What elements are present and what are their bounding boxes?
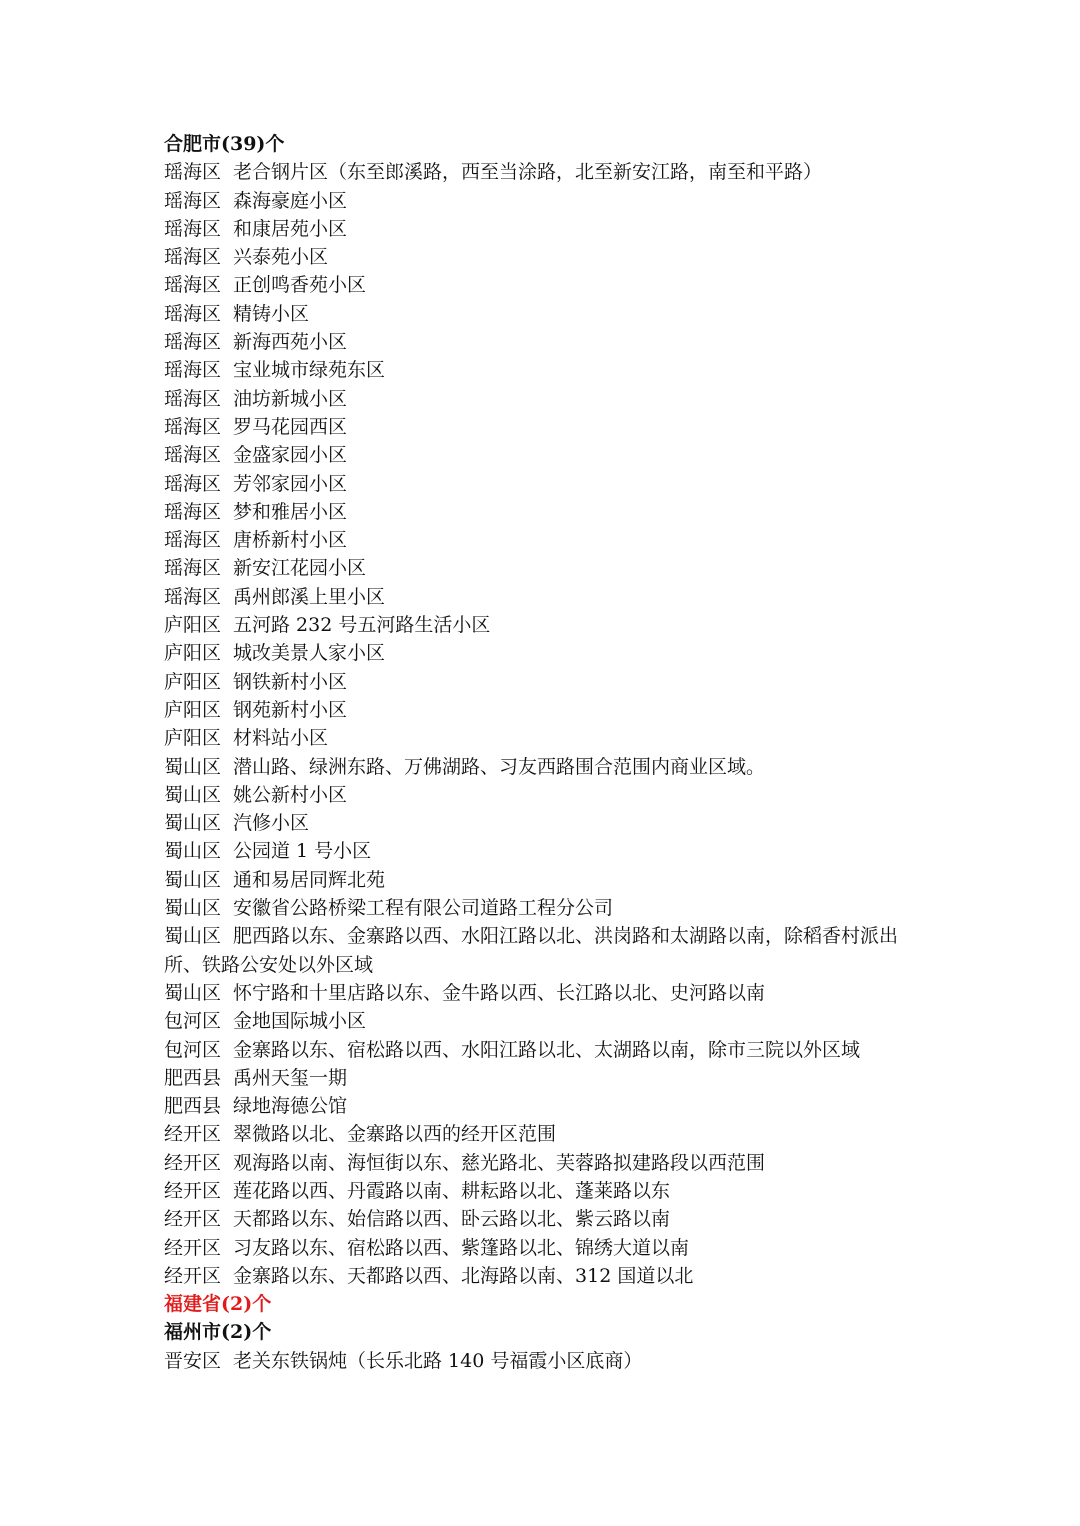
list-item bbox=[164, 243, 924, 271]
list-item bbox=[164, 271, 924, 299]
list-item bbox=[164, 328, 924, 356]
district-label: 蜀山区 bbox=[164, 981, 222, 1004]
district-label: 庐阳区 bbox=[164, 670, 222, 693]
district-label: 瑶海区 bbox=[164, 415, 222, 438]
district-label: 蜀山区 bbox=[164, 812, 222, 835]
area-text: 五河路 232 号五河路生活小区 bbox=[233, 614, 491, 637]
district-label: 瑶海区 bbox=[164, 529, 222, 552]
area-text: 城改美景人家小区 bbox=[233, 642, 386, 665]
area-text: 潜山路、绿洲东路、万佛湖路、习友西路围合范围内商业区域。 bbox=[233, 755, 766, 778]
district-label: 肥西县 bbox=[164, 1066, 222, 1089]
city-heading-hefei: 合肥市(39)个 bbox=[164, 133, 285, 155]
area-text: 金寨路以东、天都路以西、北海路以南、312 国道以北 bbox=[233, 1264, 694, 1287]
area-text: 材料站小区 bbox=[233, 727, 329, 750]
area-text: 新安江花园小区 bbox=[233, 557, 367, 580]
area-text: 金地国际城小区 bbox=[233, 1010, 367, 1033]
area-text: 肥西路以东、金寨路以西、水阳江路以北、洪岗路和太湖路以南，除稻香村派出所、铁路公安处以外区域 bbox=[164, 925, 899, 976]
area-text: 老关东铁锅炖（长乐北路 140 号福霞小区底商） bbox=[233, 1349, 643, 1372]
area-text: 唐桥新村小区 bbox=[233, 529, 348, 552]
list-item bbox=[164, 1234, 924, 1262]
list-item bbox=[164, 781, 924, 809]
district-label: 瑶海区 bbox=[164, 557, 222, 580]
district-label: 肥西县 bbox=[164, 1095, 222, 1118]
area-text: 芳邻家园小区 bbox=[233, 472, 348, 495]
list-item bbox=[164, 1064, 924, 1092]
district-label: 蜀山区 bbox=[164, 925, 222, 948]
list-item bbox=[164, 158, 924, 186]
list-item bbox=[164, 583, 924, 611]
district-label: 瑶海区 bbox=[164, 444, 222, 467]
district-label: 瑶海区 bbox=[164, 246, 222, 269]
district-label: 经开区 bbox=[164, 1208, 222, 1231]
fuzhou-list bbox=[164, 1347, 924, 1375]
list-item bbox=[164, 356, 924, 384]
district-label: 瑶海区 bbox=[164, 161, 222, 184]
district-label: 经开区 bbox=[164, 1236, 222, 1259]
district-label: 蜀山区 bbox=[164, 840, 222, 863]
district-label: 瑶海区 bbox=[164, 585, 222, 608]
list-item bbox=[164, 611, 924, 639]
list-item bbox=[164, 441, 924, 469]
area-text: 莲花路以西、丹霞路以南、耕耘路以北、蓬莱路以东 bbox=[233, 1179, 671, 1202]
province-heading-fujian: 福建省(2)个 bbox=[164, 1293, 272, 1316]
area-text: 怀宁路和十里店路以东、金牛路以西、长江路以北、史河路以南 bbox=[233, 981, 766, 1004]
document-page bbox=[164, 130, 924, 1375]
area-text: 公园道 1 号小区 bbox=[233, 840, 372, 863]
area-text: 绿地海德公馆 bbox=[233, 1095, 348, 1118]
list-item bbox=[164, 554, 924, 582]
list-item bbox=[164, 300, 924, 328]
list-item bbox=[164, 187, 924, 215]
district-label: 瑶海区 bbox=[164, 331, 222, 354]
list-item bbox=[164, 526, 924, 554]
district-label: 瑶海区 bbox=[164, 302, 222, 325]
area-text: 正创鸣香苑小区 bbox=[233, 274, 367, 297]
district-label: 庐阳区 bbox=[164, 727, 222, 750]
list-item bbox=[164, 215, 924, 243]
list-item bbox=[164, 866, 924, 894]
list-item bbox=[164, 668, 924, 696]
list-item bbox=[164, 498, 924, 526]
list-item bbox=[164, 1205, 924, 1233]
list-item bbox=[164, 413, 924, 441]
district-label: 瑶海区 bbox=[164, 472, 222, 495]
area-text: 汽修小区 bbox=[233, 812, 310, 835]
district-label: 经开区 bbox=[164, 1123, 222, 1146]
district-label: 瑶海区 bbox=[164, 217, 222, 240]
district-label: 经开区 bbox=[164, 1151, 222, 1174]
list-item bbox=[164, 1007, 924, 1035]
district-label: 晋安区 bbox=[164, 1349, 222, 1372]
area-text: 精铸小区 bbox=[233, 302, 310, 325]
district-label: 蜀山区 bbox=[164, 783, 222, 806]
area-text: 金盛家园小区 bbox=[233, 444, 348, 467]
list-item bbox=[164, 979, 924, 1007]
area-text: 安徽省公路桥梁工程有限公司道路工程分公司 bbox=[233, 897, 614, 920]
area-text: 天都路以东、始信路以西、卧云路以北、紫云路以南 bbox=[233, 1208, 671, 1231]
district-label: 蜀山区 bbox=[164, 897, 222, 920]
district-label: 包河区 bbox=[164, 1038, 222, 1061]
area-text: 森海豪庭小区 bbox=[233, 189, 348, 212]
district-label: 瑶海区 bbox=[164, 387, 222, 410]
list-item bbox=[164, 1177, 924, 1205]
area-text: 观海路以南、海恒街以东、慈光路北、芙蓉路拟建路段以西范围 bbox=[233, 1151, 766, 1174]
area-text: 钢苑新村小区 bbox=[233, 698, 348, 721]
area-text: 习友路以东、宿松路以西、紫篷路以北、锦绣大道以南 bbox=[233, 1236, 690, 1259]
district-label: 瑶海区 bbox=[164, 359, 222, 382]
district-label: 庐阳区 bbox=[164, 642, 222, 665]
city-heading-fuzhou: 福州市(2)个 bbox=[164, 1321, 272, 1344]
area-text: 新海西苑小区 bbox=[233, 331, 348, 354]
area-text: 翠微路以北、金寨路以西的经开区范围 bbox=[233, 1123, 557, 1146]
list-item bbox=[164, 470, 924, 498]
area-text: 兴泰苑小区 bbox=[233, 246, 329, 269]
list-item bbox=[164, 753, 924, 781]
area-text: 通和易居同辉北苑 bbox=[233, 868, 386, 891]
list-item bbox=[164, 1092, 924, 1120]
area-text: 宝业城市绿苑东区 bbox=[233, 359, 386, 382]
list-item bbox=[164, 385, 924, 413]
area-text: 姚公新村小区 bbox=[233, 783, 348, 806]
area-text: 禹州天玺一期 bbox=[233, 1066, 348, 1089]
list-item bbox=[164, 696, 924, 724]
list-item bbox=[164, 894, 924, 922]
district-label: 瑶海区 bbox=[164, 189, 222, 212]
district-label: 经开区 bbox=[164, 1264, 222, 1287]
hefei-list bbox=[164, 158, 924, 1290]
area-text: 和康居苑小区 bbox=[233, 217, 348, 240]
area-text: 油坊新城小区 bbox=[233, 387, 348, 410]
district-label: 瑶海区 bbox=[164, 500, 222, 523]
list-item bbox=[164, 1036, 924, 1064]
list-item bbox=[164, 1120, 924, 1148]
district-label: 蜀山区 bbox=[164, 755, 222, 778]
district-label: 经开区 bbox=[164, 1179, 222, 1202]
area-text: 钢铁新村小区 bbox=[233, 670, 348, 693]
district-label: 包河区 bbox=[164, 1010, 222, 1033]
district-label: 庐阳区 bbox=[164, 698, 222, 721]
list-item bbox=[164, 837, 924, 865]
list-item bbox=[164, 1262, 924, 1290]
list-item bbox=[164, 639, 924, 667]
area-text: 罗马花园西区 bbox=[233, 415, 348, 438]
list-item bbox=[164, 809, 924, 837]
list-item bbox=[164, 1149, 924, 1177]
area-text: 梦和雅居小区 bbox=[233, 500, 348, 523]
district-label: 蜀山区 bbox=[164, 868, 222, 891]
area-text: 禹州郎溪上里小区 bbox=[233, 585, 386, 608]
district-label: 瑶海区 bbox=[164, 274, 222, 297]
list-item bbox=[164, 724, 924, 752]
area-text: 老合钢片区（东至郎溪路，西至当涂路，北至新安江路，南至和平路） bbox=[233, 161, 823, 184]
list-item bbox=[164, 922, 924, 979]
list-item bbox=[164, 1347, 924, 1375]
area-text: 金寨路以东、宿松路以西、水阳江路以北、太湖路以南，除市三院以外区域 bbox=[233, 1038, 861, 1061]
district-label: 庐阳区 bbox=[164, 614, 222, 637]
